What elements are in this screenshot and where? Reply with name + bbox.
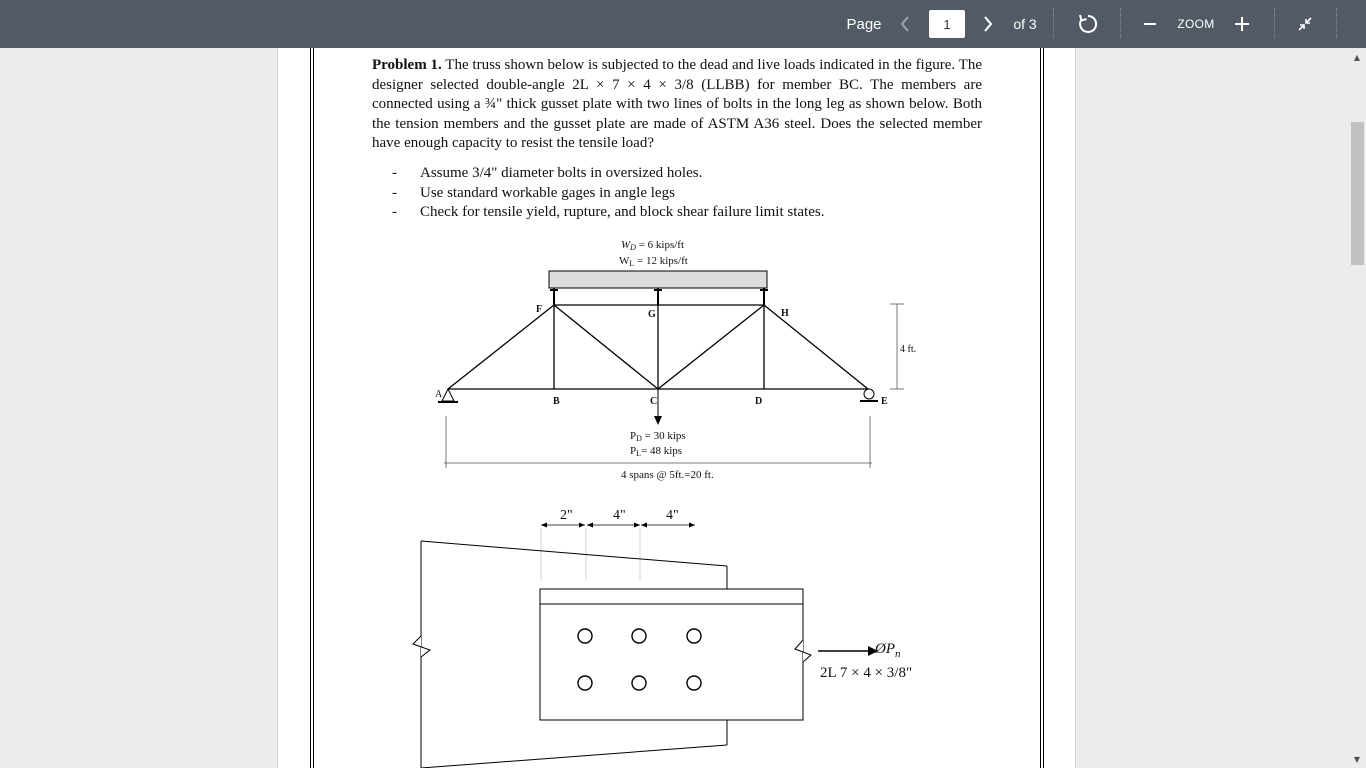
- list-item: - Assume 3/4" diameter bolts in oversized holes.: [392, 164, 824, 184]
- list-item: - Use standard workable gages in angle legs: [392, 184, 824, 204]
- dimension-label: 4": [666, 508, 679, 523]
- pdf-toolbar: [0, 0, 1366, 48]
- scroll-down-button[interactable]: ▼: [1353, 754, 1361, 764]
- total-pages-label: of 3: [1013, 16, 1037, 32]
- figure-drawings: [278, 48, 1075, 768]
- member-label: 2L 7 × 4 × 3/8": [820, 665, 913, 681]
- span-label: 4 spans @ 5ft.=20 ft.: [621, 469, 714, 481]
- force-label: $ØP_n$: [875, 641, 901, 660]
- bolt-hole: [687, 676, 701, 690]
- dead-load-label: WD = 6 kips/ft: [621, 239, 685, 252]
- zoom-in-button[interactable]: [1228, 0, 1256, 48]
- node-label: G: [648, 309, 656, 320]
- truss-members: [448, 305, 868, 389]
- scroll-up-button[interactable]: ▲: [1353, 52, 1361, 62]
- bolt-hole: [632, 629, 646, 643]
- bolt-hole: [578, 676, 592, 690]
- live-point-load-label: PL= 48 kips: [630, 445, 683, 458]
- truss-diagram: [435, 239, 916, 481]
- node-label: H: [781, 308, 789, 319]
- node-label: B: [553, 396, 560, 407]
- toolbar-divider: [1336, 8, 1337, 38]
- next-page-button[interactable]: [976, 0, 1000, 48]
- chevron-right-icon: [982, 15, 994, 33]
- zoom-label: ZOOM: [1177, 17, 1215, 31]
- zoom-out-button[interactable]: [1137, 0, 1163, 48]
- node-label: E: [881, 396, 888, 407]
- bolt-hole: [632, 676, 646, 690]
- connection-detail: [413, 508, 912, 768]
- problem-label: Problem 1.: [372, 57, 442, 73]
- node-label: D: [755, 396, 763, 407]
- toolbar-divider: [1274, 8, 1275, 38]
- node-label: F: [536, 304, 543, 315]
- node-label: C: [650, 396, 658, 407]
- distributed-load-beam: [549, 271, 767, 288]
- minus-icon: [1142, 16, 1158, 32]
- toolbar-divider: [1053, 8, 1054, 38]
- previous-page-button[interactable]: [893, 0, 917, 48]
- exit-fullscreen-button[interactable]: [1290, 0, 1320, 48]
- toolbar-divider: [1120, 8, 1121, 38]
- plus-icon: [1233, 15, 1251, 33]
- problem-text: The truss shown below is subjected to the dead and live loads indicated in the figure. The designer selected double-angle 2L × 7 × 4 × 3/8 (LLBB) for member BC. The members are connected using a ¾" thick gusset plate with two lines of bolts in the long leg as shown below. Both the tension members and the gusset plate are made of ASTM A36 steel. Does the selected member have enough capacity to resist the tensile load?: [372, 57, 982, 152]
- page-label: Page: [846, 15, 882, 33]
- document-viewer[interactable]: [0, 48, 1366, 768]
- dead-point-load-label: PD = 30 kips: [630, 430, 686, 443]
- node-label: A: [435, 389, 443, 400]
- rotate-button[interactable]: [1073, 0, 1103, 48]
- scrollbar-thumb[interactable]: [1351, 122, 1364, 265]
- list-item: - Check for tensile yield, rupture, and block shear failure limit states.: [392, 203, 824, 223]
- page-number-input[interactable]: [929, 10, 965, 38]
- bolt-hole: [578, 629, 592, 643]
- height-label: 4 ft.: [900, 344, 917, 355]
- collapse-arrows-icon: [1296, 15, 1314, 33]
- bolt-hole: [687, 629, 701, 643]
- rotate-icon: [1077, 13, 1099, 35]
- live-load-label: WL = 12 kips/ft: [619, 255, 688, 268]
- pdf-page: [277, 48, 1076, 768]
- dimension-label: 4": [613, 508, 626, 523]
- chevron-left-icon: [899, 15, 911, 33]
- angle-member: [540, 589, 811, 720]
- dimension-label: 2": [560, 508, 573, 523]
- roller-support: [860, 389, 878, 401]
